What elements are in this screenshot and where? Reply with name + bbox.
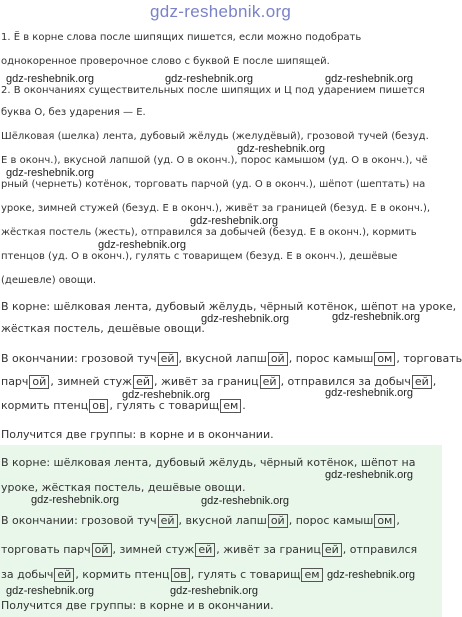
answer-2-ending-line-1-part-2: , вкусной лапш — [178, 514, 267, 527]
ending-box: ей — [260, 375, 280, 389]
answer-1-ending-line-1-part-2: , вкусной лапш — [178, 352, 267, 365]
answer-1-ending-line-2-part-3: , живёт за границ — [154, 375, 259, 388]
answer-1-root-line-2: жёсткая постель, дешёвые овощи. — [1, 322, 205, 335]
watermark: gdz-reshebnik.org — [31, 494, 120, 506]
watermark: gdz-reshebnik.org — [325, 73, 414, 85]
ending-box: ем — [220, 399, 241, 413]
answer-2-ending-line-2-part-4: , отправился — [342, 543, 418, 556]
ending-box: ов — [171, 568, 190, 582]
ending-box: ей — [412, 375, 432, 389]
answer-1-ending-line-2-part-5: , — [432, 375, 437, 388]
watermark: gdz-reshebnik.org — [122, 389, 211, 401]
rule-2-line-1: 2. В окончаниях существительных после шипящих и Ц под ударением пишется — [1, 85, 425, 96]
rule-2-line-2: буква О, без ударения — Е. — [1, 107, 146, 118]
ending-box: ой — [268, 352, 288, 366]
answer-2-ending-line-1-part-4: , — [396, 514, 400, 527]
answer-1-ending-line-1-part-3: , порос камыш — [288, 352, 374, 365]
answer-1-ending-line-2-part-4: , отправился за добыч — [280, 375, 411, 388]
answer-1-ending-line-3-part-1: кормить птенц — [1, 399, 89, 412]
rule-1-line-1: 1. Ё в корне слова после шипящих пишется, если можно подобрать — [1, 32, 362, 43]
answer-1-summary: Получится две группы: в корне и в окончании. — [1, 428, 274, 441]
answer-2-ending-line-2-part-2: , зимней стуж — [112, 543, 195, 556]
ending-box: ей — [133, 375, 153, 389]
exercise-text-line-3: рный (чернеть) котёнок, торговать парчой (уд. О в оконч.), шёпот (шептать) на — [1, 179, 426, 190]
answer-2-ending-line-1 — [1, 514, 400, 528]
ending-box: ом — [374, 352, 395, 366]
ending-box: ей — [322, 543, 342, 557]
watermark: gdz-reshebnik.org — [325, 469, 414, 481]
watermark: gdz-reshebnik.org — [170, 585, 259, 597]
exercise-text-line-4: уроке, зимней стужей (безуд. Е в оконч.), живёт за границей (безуд. Е в оконч.), — [1, 203, 431, 214]
answer-2-ending-line-1-part-3: , порос камыш — [288, 514, 374, 527]
ending-box: ов — [89, 399, 108, 413]
watermark: gdz-reshebnik.org — [327, 569, 416, 581]
ending-box: ей — [158, 352, 178, 366]
answer-1-ending-line-3 — [1, 399, 246, 413]
ending-box: ом — [374, 514, 395, 528]
ending-box: ей — [54, 568, 74, 582]
watermark: gdz-reshebnik.org — [201, 313, 290, 325]
answer-2-ending-line-1-part-1: В окончании: грозовой туч — [1, 514, 157, 527]
watermark: gdz-reshebnik.org — [6, 73, 95, 85]
watermark: gdz-reshebnik.org — [201, 495, 290, 507]
answer-1-ending-line-1-part-4: , торговать — [396, 352, 462, 365]
answer-1-ending-line-2-part-2: , зимней стуж — [50, 375, 133, 388]
answer-2-ending-line-2 — [1, 543, 417, 557]
exercise-text-line-5: жёсткая постель (жесть), отправился за добычей (безуд. Е в оконч.), кормить — [1, 227, 417, 238]
exercise-text-line-7: (дешевле) овощи. — [1, 275, 97, 286]
watermark: gdz-reshebnik.org — [332, 311, 421, 323]
ending-box: ей — [195, 543, 215, 557]
answer-1-ending-line-1-part-1: В окончании: грозовой туч — [1, 352, 157, 365]
answer-2-ending-line-3-part-2: , кормить птенц — [75, 568, 170, 581]
answer-2-summary: Получится две группы: в корне и в окончании. — [1, 599, 274, 612]
ending-box: ей — [158, 514, 178, 528]
answer-2-ending-line-3 — [1, 568, 324, 582]
ending-box: ем — [301, 568, 322, 582]
rule-1-line-2: однокоренное проверочное слово с буквой Е после шипящей. — [1, 56, 330, 67]
watermark: gdz-reshebnik.org — [325, 387, 414, 399]
site-watermark-top: gdz-reshebnik.org — [150, 2, 292, 21]
watermark: gdz-reshebnik.org — [165, 73, 254, 85]
answer-2-ending-line-2-part-1: торговать парч — [1, 543, 91, 556]
exercise-text-line-2: Е в оконч.), вкусной лапшой (уд. О в оконч.), порос камышом (уд. О в оконч.), чё — [1, 155, 428, 166]
watermark: gdz-reshebnik.org — [98, 239, 187, 251]
watermark: gdz-reshebnik.org — [6, 585, 95, 597]
watermark: gdz-reshebnik.org — [6, 167, 95, 179]
answer-1-ending-line-2-part-1: парч — [1, 375, 29, 388]
answer-1-root-line-1: В корне: шёлковая лента, дубовый жёлудь, чёрный котёнок, шёпот на уроке, — [1, 300, 457, 313]
ending-box: ой — [268, 514, 288, 528]
answer-1-ending-line-3-part-3: . — [242, 399, 246, 412]
answer-2-root-line-1: В корне: шёлковая лента, дубовый жёлудь, чёрный котёнок, шёпот на — [1, 456, 416, 469]
answer-2-ending-line-3-part-3: , гулять с товарищ — [190, 568, 301, 581]
exercise-text-line-1: Шёлковая (шелка) лента, дубовый жёлудь (желудёвый), грозовой тучей (безуд. — [1, 131, 429, 142]
answer-1-ending-line-3-part-2: , гулять с товарищ — [109, 399, 220, 412]
exercise-text-line-6: птенцов (уд. О в оконч.), гулять с товарищем (безуд. Е в оконч.), дешёвые — [1, 251, 398, 262]
answer-1-ending-line-1 — [1, 352, 462, 366]
answer-2-ending-line-2-part-3: , живёт за границ — [216, 543, 321, 556]
answer-2-root-line-2: уроке, жёсткая постель, дешёвые овощи. — [1, 481, 246, 494]
watermark: gdz-reshebnik.org — [237, 143, 326, 155]
ending-box: ой — [29, 375, 49, 389]
answer-2-ending-line-3-part-1: за добыч — [1, 568, 54, 581]
ending-box: ой — [92, 543, 112, 557]
watermark: gdz-reshebnik.org — [190, 215, 279, 227]
